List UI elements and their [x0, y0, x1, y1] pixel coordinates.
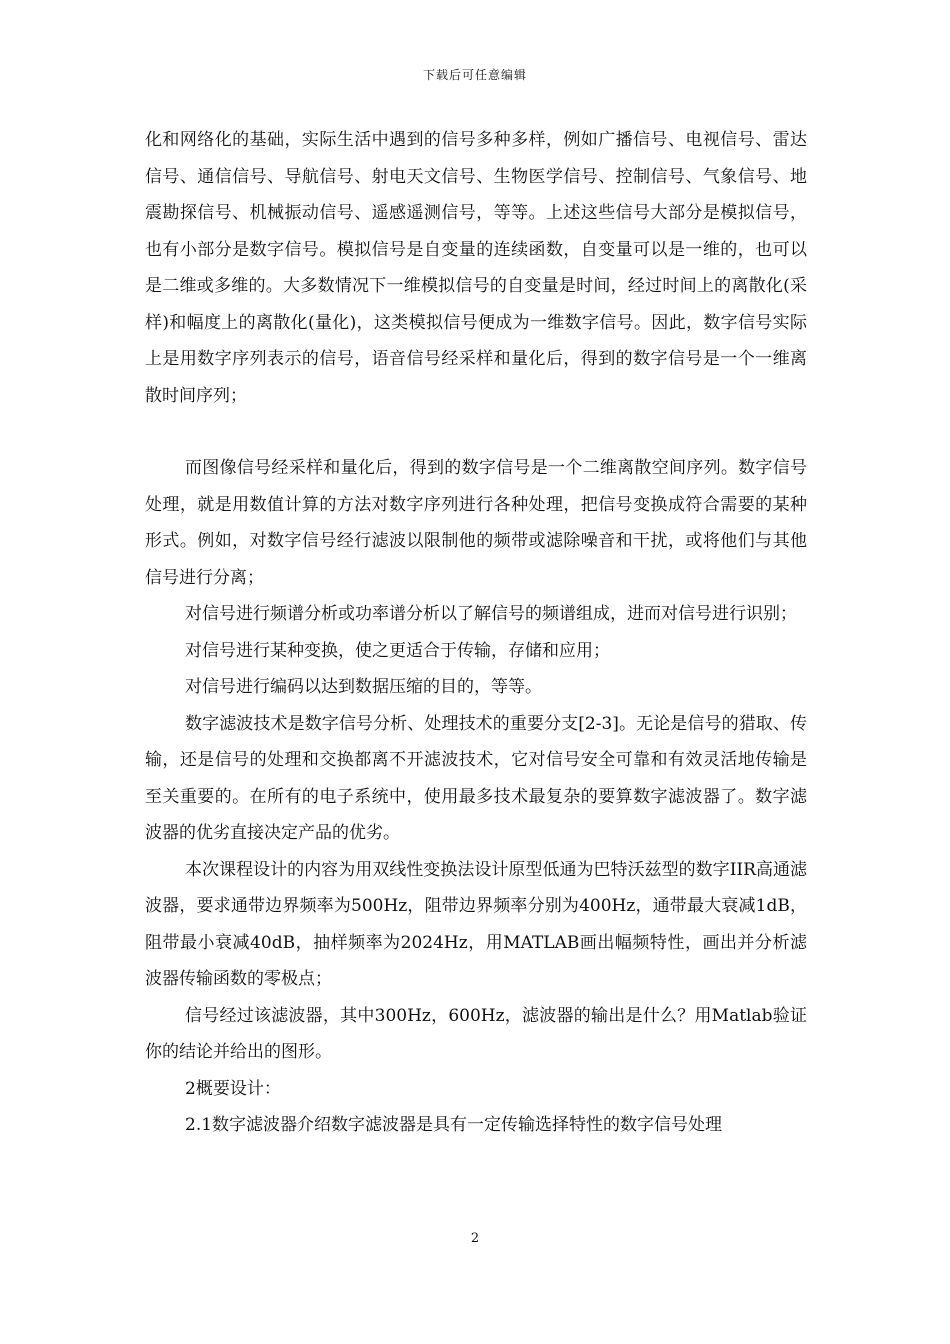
page-number: 2 — [470, 1231, 480, 1246]
paragraph: 对信号进行频谱分析或功率谱分析以了解信号的频谱组成，进而对信号进行识别； — [185, 604, 797, 624]
paragraph: 对信号进行编码以达到数据压缩的目的，等等。 — [185, 677, 542, 697]
paragraph: 而图像信号经采样和量化后，得到的数字信号是一个二维离散空间序列。数字信号处理，就是用数值计算的方法对数字序列进行各种处理，把信号变换成符合需要的某种形式。例如，对数字信号经行滤波以限制他的频带或滤除噪音和干扰，或将他们与其他信号进行分离； — [145, 458, 807, 588]
paragraph-gap — [145, 414, 807, 450]
paragraph-continued: 化和网络化的基础，实际生活中遇到的信号多种多样，例如广播信号、电视信号、雷达信号、通信信号、导航信号、射电天文信号、生物医学信号、控制信号、气象信号、地震勘探信号、机械振动信号、遥感遥测信号，等等。上述这些信号大部分是模拟信号，也有小部分是数字信号。模拟信号是自变量的连续函数，自变量可以是一维的，也可以是二维或多维的。大多数情况下一维模拟信号的自变量是时间，经过时间上的离散化(采样)和幅度上的离散化(量化)，这类模拟信号便成为一维数字信号。因此，数字信号实际上是用数字序列表示的信号，语音信号经采样和量化后，得到的数字信号是一个一维离散时间序列； — [145, 130, 807, 406]
paragraph: 2.1数字滤波器介绍数字滤波器是具有一定传输选择特性的数字信号处理 — [185, 1115, 723, 1135]
page-header: 下载后可任意编辑 — [422, 68, 527, 82]
paragraph: 数字滤波技术是数字信号分析、处理技术的重要分支[2-3]。无论是信号的猎取、传输，还是信号的处理和交换都离不开滤波技术，它对信号安全可靠和有效灵活地传输是至关重要的。在所有的电子系统中，使用最多技术最复杂的要算数字滤波器了。数字滤波器的优劣直接决定产品的优劣。 — [145, 713, 807, 843]
document-body — [145, 122, 807, 1144]
section-heading: 2概要设计： — [185, 1078, 281, 1099]
paragraph: 信号经过该滤波器，其中300Hz，600Hz，滤波器的输出是什么？用Matlab验证你的结论并给出的图形。 — [145, 1005, 807, 1062]
paragraph: 对信号进行某种变换，使之更适合于传输，存储和应用； — [185, 640, 610, 661]
paragraph: 本次课程设计的内容为用双线性变换法设计原型低通为巴特沃兹型的数字IIR高通滤波器，要求通带边界频率为500Hz，阻带边界频率分别为400Hz，通带最大衰减1dB，阻带最小衰减40dB，抽样频率为2024Hz，用MATLAB画出幅频特性，画出并分析滤波器传输函数的零极点； — [145, 859, 807, 989]
